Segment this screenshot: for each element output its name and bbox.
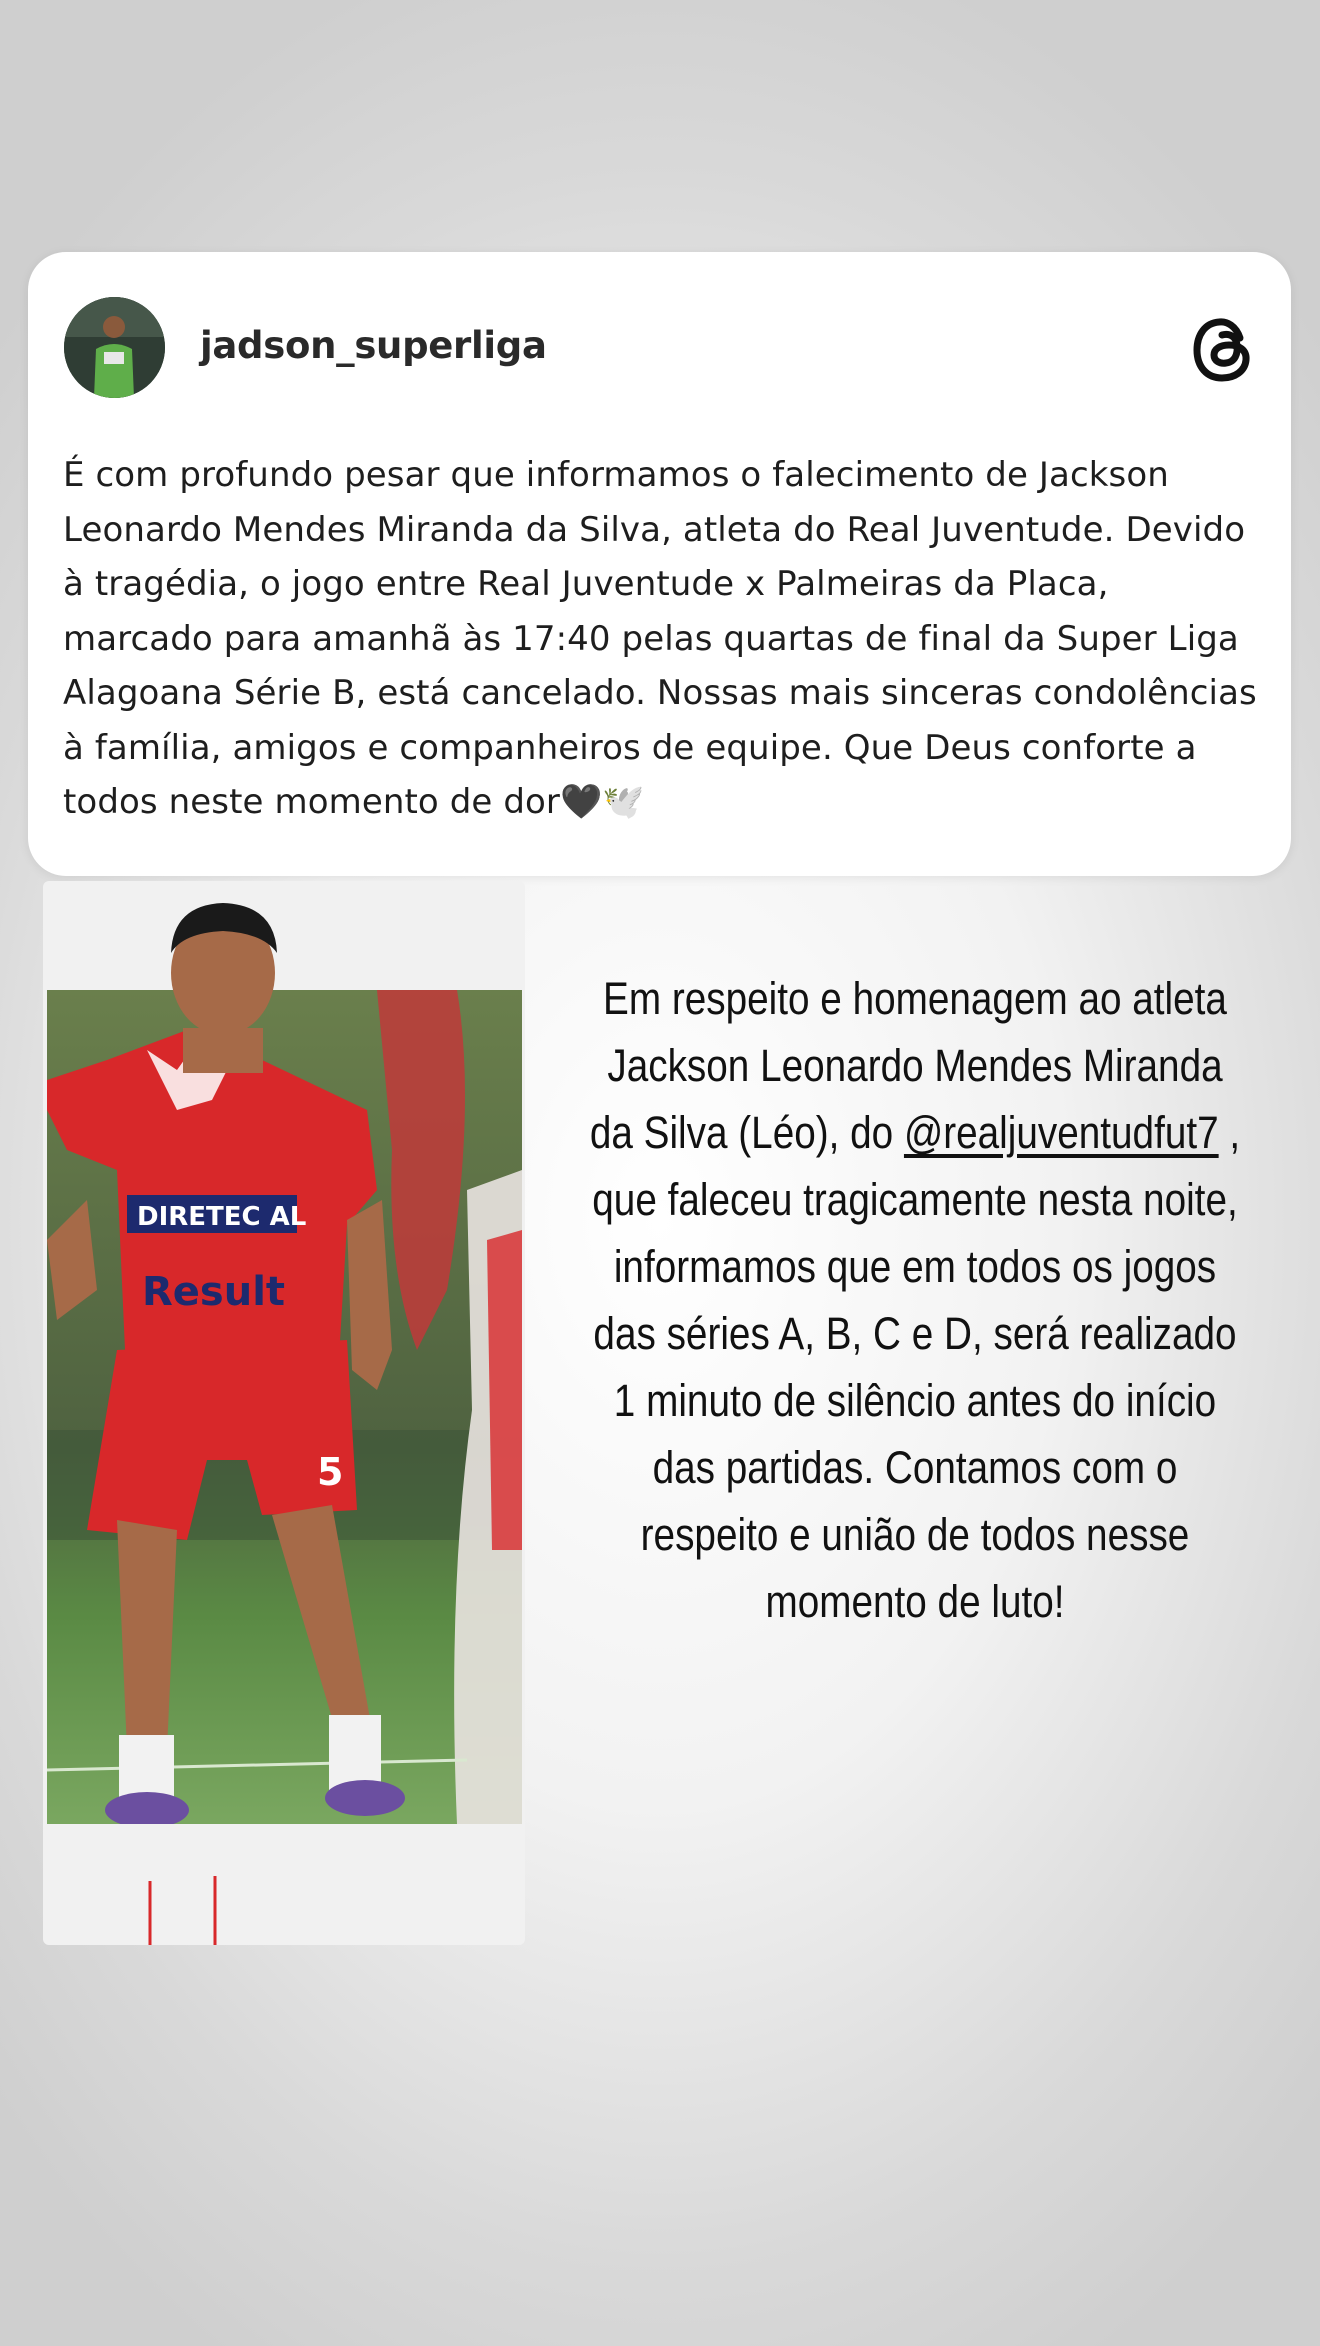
username[interactable]: jadson_superliga (200, 324, 547, 367)
shirt-text: Result (142, 1269, 286, 1315)
shirt-sponsor: DIRETEC AL (137, 1202, 307, 1232)
athlete-photo (47, 990, 522, 1824)
tribute-text (584, 965, 1246, 1635)
tribute-text-part1: Em respeito e homenagem ao atleta Jackson Leonardo Mendes Miranda da Silva (Léo), do (589, 973, 1227, 1158)
avatar[interactable] (64, 297, 165, 398)
mention-link[interactable]: @realjuventudfut7 (903, 1107, 1219, 1158)
threads-post-card[interactable] (28, 252, 1291, 876)
athlete-photo-frame (43, 881, 525, 1945)
post-text: É com profundo pesar que informamos o falecimento de Jackson Leonardo Mendes Miranda da Silva, atleta do Real Juventude. Devido à tragédia, o jogo entre Real Juventude x Palmeiras da Placa, marcado para amanhã às 17:40 pelas quartas de final da Super Liga Alagoana Série B, está cancelado. Nossas mais sinceras condolências à família, amigos e companheiros de equipe. Que Deus conforte a todos neste momento de dor🖤🕊️ (63, 455, 1257, 822)
athlete-head (123, 893, 323, 1073)
athlete-image (47, 990, 522, 1824)
profile-photo (64, 297, 165, 398)
threads-icon[interactable] (1189, 314, 1257, 386)
shorts-number: 5 (317, 1450, 344, 1494)
tribute-text-part2: , que faleceu tragicamente nesta noite, informamos que em todos os jogos das séries A, B, C e D, será realizado 1 minuto de silêncio antes do início das partidas. Contamos com o respeito e união de todos nesse momento de luto! (592, 1107, 1241, 1627)
